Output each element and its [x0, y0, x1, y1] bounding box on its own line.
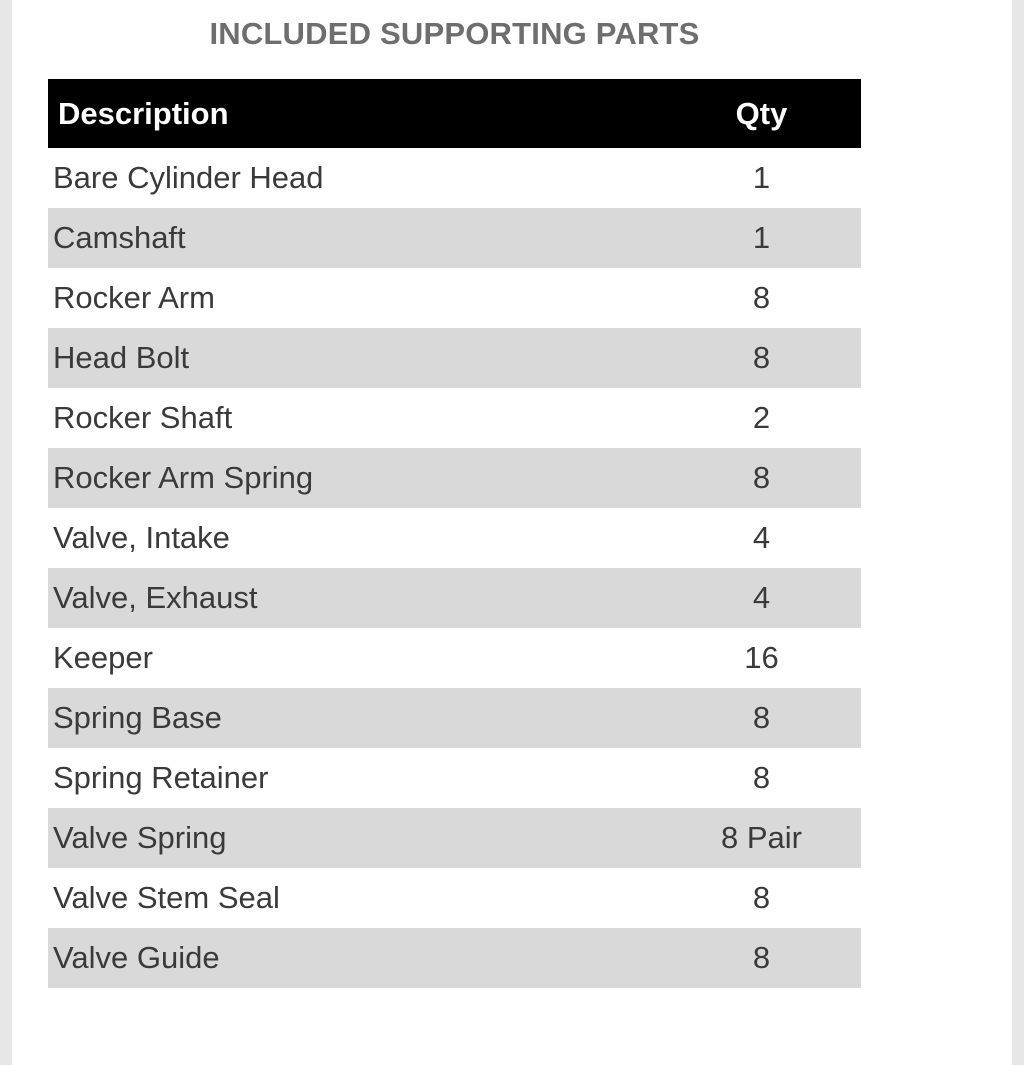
- part-description: Rocker Arm Spring: [48, 448, 662, 508]
- part-description: Head Bolt: [48, 328, 662, 388]
- part-qty: 2: [662, 388, 861, 448]
- table-row: [48, 208, 861, 268]
- part-qty: 1: [662, 148, 861, 208]
- table-row: [48, 148, 861, 208]
- table-row: [48, 748, 861, 808]
- part-description: Valve, Exhaust: [48, 568, 662, 628]
- part-qty: 4: [662, 568, 861, 628]
- part-qty: 8: [662, 928, 861, 988]
- part-description: Bare Cylinder Head: [48, 148, 662, 208]
- part-qty: 8: [662, 448, 861, 508]
- part-qty: 8: [662, 688, 861, 748]
- part-description: Rocker Arm: [48, 268, 662, 328]
- table-row: [48, 328, 861, 388]
- table-row: [48, 388, 861, 448]
- part-description: Valve Spring: [48, 808, 662, 868]
- part-qty: 8: [662, 868, 861, 928]
- section-title: INCLUDED SUPPORTING PARTS: [209, 16, 700, 51]
- part-description: Spring Retainer: [48, 748, 662, 808]
- parts-table: [48, 79, 861, 988]
- table-row: [48, 568, 861, 628]
- table-row: [48, 448, 861, 508]
- page-edge-left: [0, 0, 12, 1065]
- part-description: Spring Base: [48, 688, 662, 748]
- part-qty: 8 Pair: [662, 808, 861, 868]
- table-row: [48, 628, 861, 688]
- column-header-description: Description: [48, 79, 662, 148]
- part-description: Rocker Shaft: [48, 388, 662, 448]
- part-qty: 16: [662, 628, 861, 688]
- part-description: Keeper: [48, 628, 662, 688]
- table-row: [48, 808, 861, 868]
- part-qty: 8: [662, 268, 861, 328]
- page-edge-right: [1012, 0, 1024, 1065]
- part-description: Camshaft: [48, 208, 662, 268]
- table-row: [48, 268, 861, 328]
- part-description: Valve Stem Seal: [48, 868, 662, 928]
- table-row: [48, 928, 861, 988]
- part-description: Valve Guide: [48, 928, 662, 988]
- part-qty: 4: [662, 508, 861, 568]
- part-description: Valve, Intake: [48, 508, 662, 568]
- table-header-row: [48, 79, 861, 148]
- table-row: [48, 508, 861, 568]
- table-row: [48, 688, 861, 748]
- table-row: [48, 868, 861, 928]
- part-qty: 1: [662, 208, 861, 268]
- part-qty: 8: [662, 328, 861, 388]
- part-qty: 8: [662, 748, 861, 808]
- column-header-qty: Qty: [662, 79, 861, 148]
